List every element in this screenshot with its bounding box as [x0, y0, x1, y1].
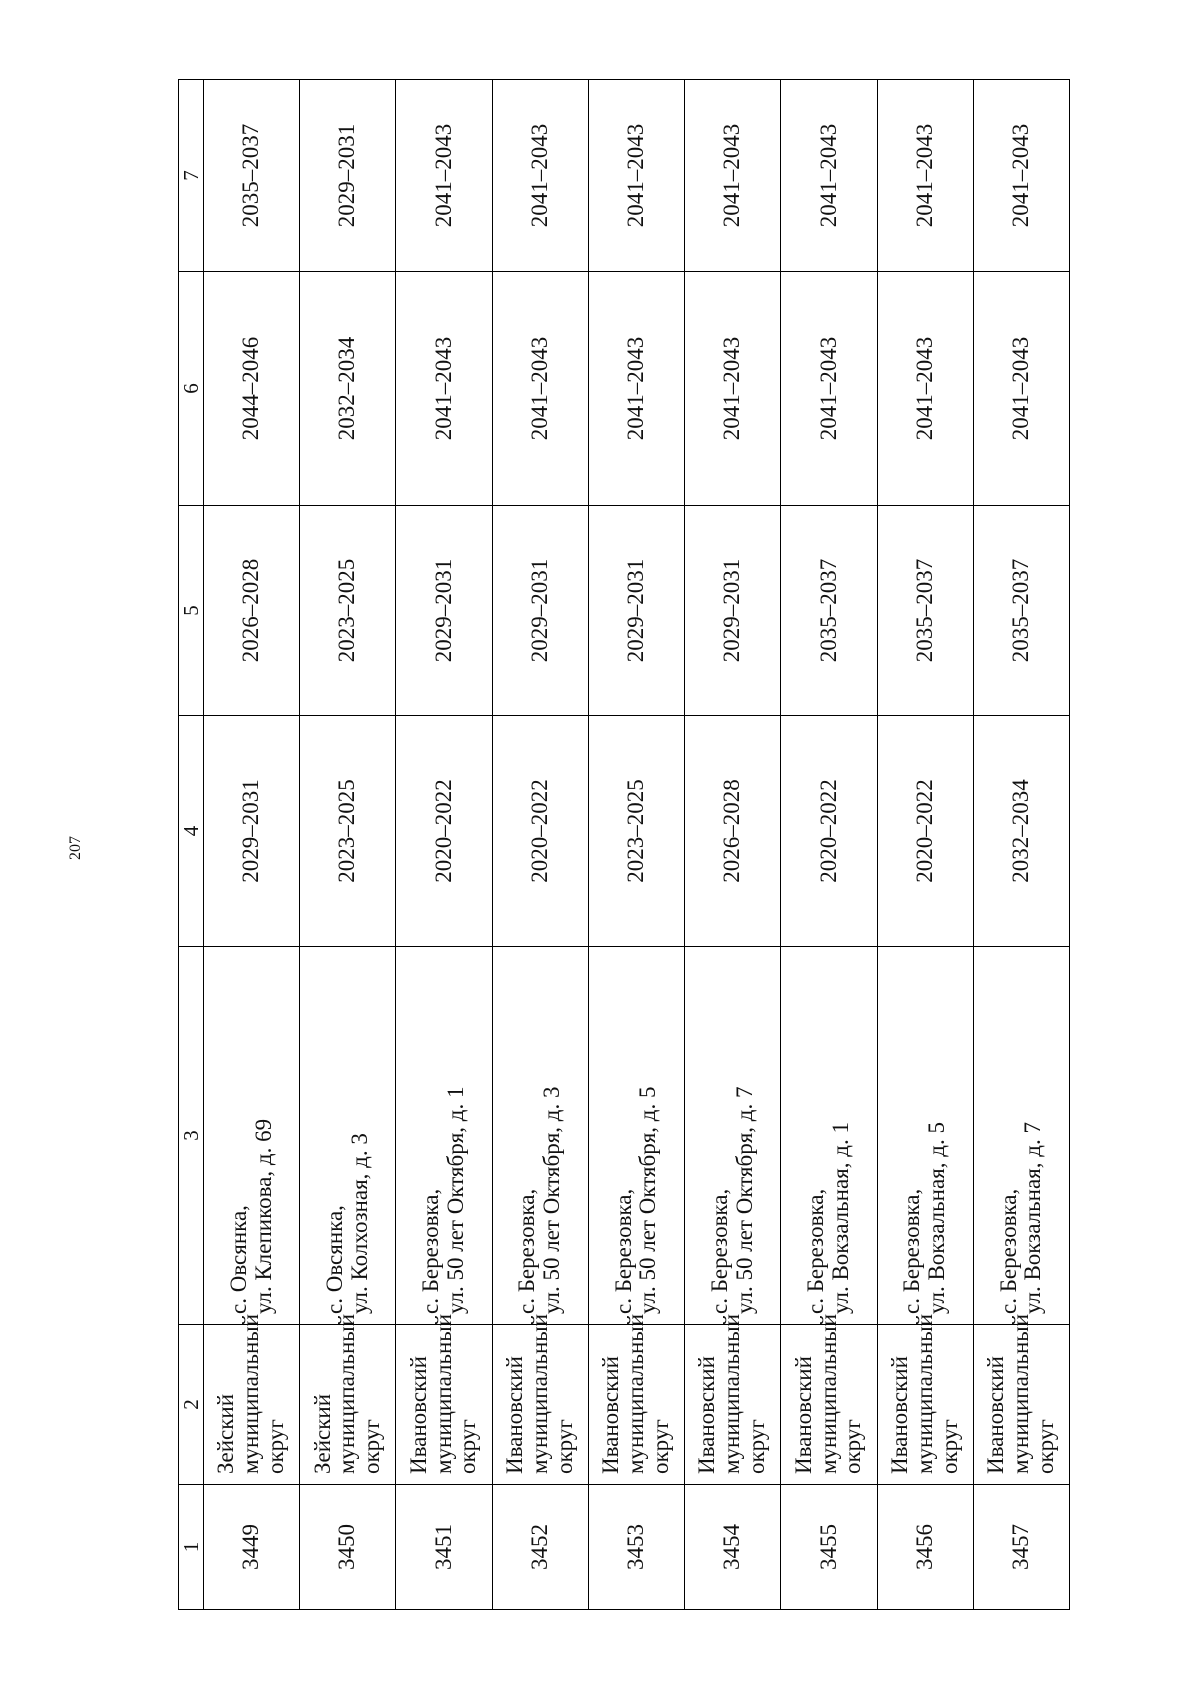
address-line: ул. Колхозная, д. 3 [346, 1133, 372, 1314]
period-cell-col5: 2035–2037 [877, 506, 973, 716]
period-cell-col7: 2041–2043 [396, 80, 492, 272]
address-line: ул. Вокзальная, д. 7 [1020, 1122, 1046, 1314]
period-cell-col7: 2041–2043 [781, 80, 877, 272]
district-line: муниципальный [719, 1313, 745, 1474]
registry-table [178, 79, 1070, 1610]
period-cell-col5: 2029–2031 [685, 506, 781, 716]
period-cell-col6: 2041–2043 [973, 272, 1069, 506]
row-number: 3453 [588, 1485, 684, 1610]
column-header: 6 [179, 272, 204, 506]
period-cell-col4: 2029–2031 [204, 716, 300, 947]
period-cell-col7: 2029–2031 [300, 80, 396, 272]
district-line: Ивановский [502, 1356, 528, 1474]
period-cell-col5: 2026–2028 [204, 506, 300, 716]
district-line: Ивановский [405, 1356, 431, 1474]
table-row [973, 80, 1069, 1610]
period-cell-col6: 2041–2043 [781, 272, 877, 506]
address-cell [588, 947, 684, 1325]
period-cell-col5: 2029–2031 [588, 506, 684, 716]
period-cell-col5: 2035–2037 [781, 506, 877, 716]
district-line: Ивановский [598, 1356, 624, 1474]
period-cell-col4: 2026–2028 [685, 716, 781, 947]
period-cell-col5: 2029–2031 [396, 506, 492, 716]
row-number: 3454 [685, 1485, 781, 1610]
row-number: 3455 [781, 1485, 877, 1610]
row-number: 3457 [973, 1485, 1069, 1610]
district-cell [300, 1313, 396, 1485]
district-line: Ивановский [983, 1356, 1009, 1474]
district-line: Ивановский [790, 1356, 816, 1474]
column-header: 7 [179, 80, 204, 272]
table-row [204, 80, 300, 1610]
district-cell [396, 1313, 492, 1485]
column-header: 1 [179, 1485, 204, 1610]
page-number: 207 [67, 836, 84, 860]
column-header: 4 [179, 716, 204, 947]
district-line: муниципальный [1007, 1313, 1033, 1474]
address-cell [781, 947, 877, 1325]
district-line: муниципальный [238, 1313, 264, 1474]
row-number: 3449 [204, 1485, 300, 1610]
period-cell-col6: 2041–2043 [396, 272, 492, 506]
table-row [685, 80, 781, 1610]
district-line: округ [936, 1419, 962, 1474]
district-line: округ [840, 1419, 866, 1474]
period-cell-col6: 2044–2046 [204, 272, 300, 506]
district-line: муниципальный [526, 1313, 552, 1474]
district-line: округ [744, 1419, 770, 1474]
table-row [588, 80, 684, 1610]
district-line: округ [263, 1419, 289, 1474]
district-line: муниципальный [911, 1313, 937, 1474]
address-cell [877, 947, 973, 1325]
address-line: с. Овсянка, [322, 1205, 347, 1314]
district-line: округ [359, 1419, 385, 1474]
header-row [179, 80, 204, 1610]
address-line: с. Березовка, [610, 1188, 636, 1314]
period-cell-col7: 2041–2043 [685, 80, 781, 272]
address-cell [396, 947, 492, 1325]
period-cell-col5: 2023–2025 [300, 506, 396, 716]
row-number: 3451 [396, 1485, 492, 1610]
row-number: 3450 [300, 1485, 396, 1610]
period-cell-col4: 2032–2034 [973, 716, 1069, 947]
address-line: ул. 50 лет Октября, д. 5 [635, 1086, 661, 1314]
period-cell-col6: 2041–2043 [685, 272, 781, 506]
district-line: округ [455, 1419, 481, 1474]
address-cell [300, 947, 396, 1325]
period-cell-col7: 2041–2043 [588, 80, 684, 272]
table-frame [178, 80, 1070, 1610]
period-cell-col7: 2041–2043 [492, 80, 588, 272]
address-cell [685, 947, 781, 1325]
period-cell-col5: 2029–2031 [492, 506, 588, 716]
district-line: Зейский [309, 1393, 335, 1474]
period-cell-col6: 2032–2034 [300, 272, 396, 506]
address-line: ул. 50 лет Октября, д. 3 [539, 1086, 565, 1314]
table-row [300, 80, 396, 1610]
period-cell-col6: 2041–2043 [492, 272, 588, 506]
period-cell-col4: 2020–2022 [396, 716, 492, 947]
district-line: муниципальный [815, 1313, 841, 1474]
district-line: Ивановский [886, 1356, 912, 1474]
address-cell [492, 947, 588, 1325]
district-line: муниципальный [623, 1313, 649, 1474]
district-line: округ [1032, 1419, 1058, 1474]
district-cell [781, 1313, 877, 1485]
row-number: 3452 [492, 1485, 588, 1610]
period-cell-col6: 2041–2043 [588, 272, 684, 506]
district-cell [973, 1313, 1069, 1485]
period-cell-col4: 2020–2022 [781, 716, 877, 947]
district-line: муниципальный [430, 1313, 456, 1474]
table-row [492, 80, 588, 1610]
district-cell [877, 1313, 973, 1485]
row-number: 3456 [877, 1485, 973, 1610]
district-line: муниципальный [334, 1313, 360, 1474]
address-line: с. Березовка, [514, 1188, 540, 1314]
period-cell-col4: 2023–2025 [300, 716, 396, 947]
district-line: округ [647, 1419, 673, 1474]
table-row [877, 80, 973, 1610]
period-cell-col6: 2041–2043 [877, 272, 973, 506]
address-cell [973, 947, 1069, 1325]
period-cell-col4: 2020–2022 [492, 716, 588, 947]
address-line: с. Овсянка, [225, 1205, 251, 1314]
address-line: ул. Вокзальная, д. 5 [924, 1122, 950, 1314]
address-line: с. Березовка, [995, 1188, 1021, 1314]
address-line: ул. Вокзальная, д. 1 [827, 1122, 853, 1314]
district-line: Зейский [213, 1393, 239, 1474]
period-cell-col7: 2041–2043 [973, 80, 1069, 272]
district-line: округ [551, 1419, 577, 1474]
district-cell [492, 1313, 588, 1485]
column-header: 3 [179, 947, 204, 1325]
column-header: 5 [179, 506, 204, 716]
period-cell-col7: 2041–2043 [877, 80, 973, 272]
district-cell [588, 1313, 684, 1485]
period-cell-col4: 2023–2025 [588, 716, 684, 947]
table-row [396, 80, 492, 1610]
address-line: с. Березовка, [899, 1188, 925, 1314]
address-line: с. Березовка, [803, 1188, 829, 1314]
district-cell [204, 1313, 300, 1485]
table-row [781, 80, 877, 1610]
period-cell-col7: 2035–2037 [204, 80, 300, 272]
address-line: ул. 50 лет Октября, д. 7 [731, 1086, 757, 1314]
address-line: ул. Клепикова, д. 69 [250, 1118, 276, 1314]
district-line: Ивановский [694, 1356, 720, 1474]
address-line: ул. 50 лет Октября, д. 1 [443, 1086, 469, 1314]
period-cell-col5: 2035–2037 [973, 506, 1069, 716]
district-cell [685, 1313, 781, 1485]
address-line: с. Березовка, [418, 1188, 444, 1314]
address-cell [204, 947, 300, 1325]
column-header: 2 [179, 1325, 204, 1485]
period-cell-col4: 2020–2022 [877, 716, 973, 947]
address-line: с. Березовка, [706, 1188, 732, 1314]
